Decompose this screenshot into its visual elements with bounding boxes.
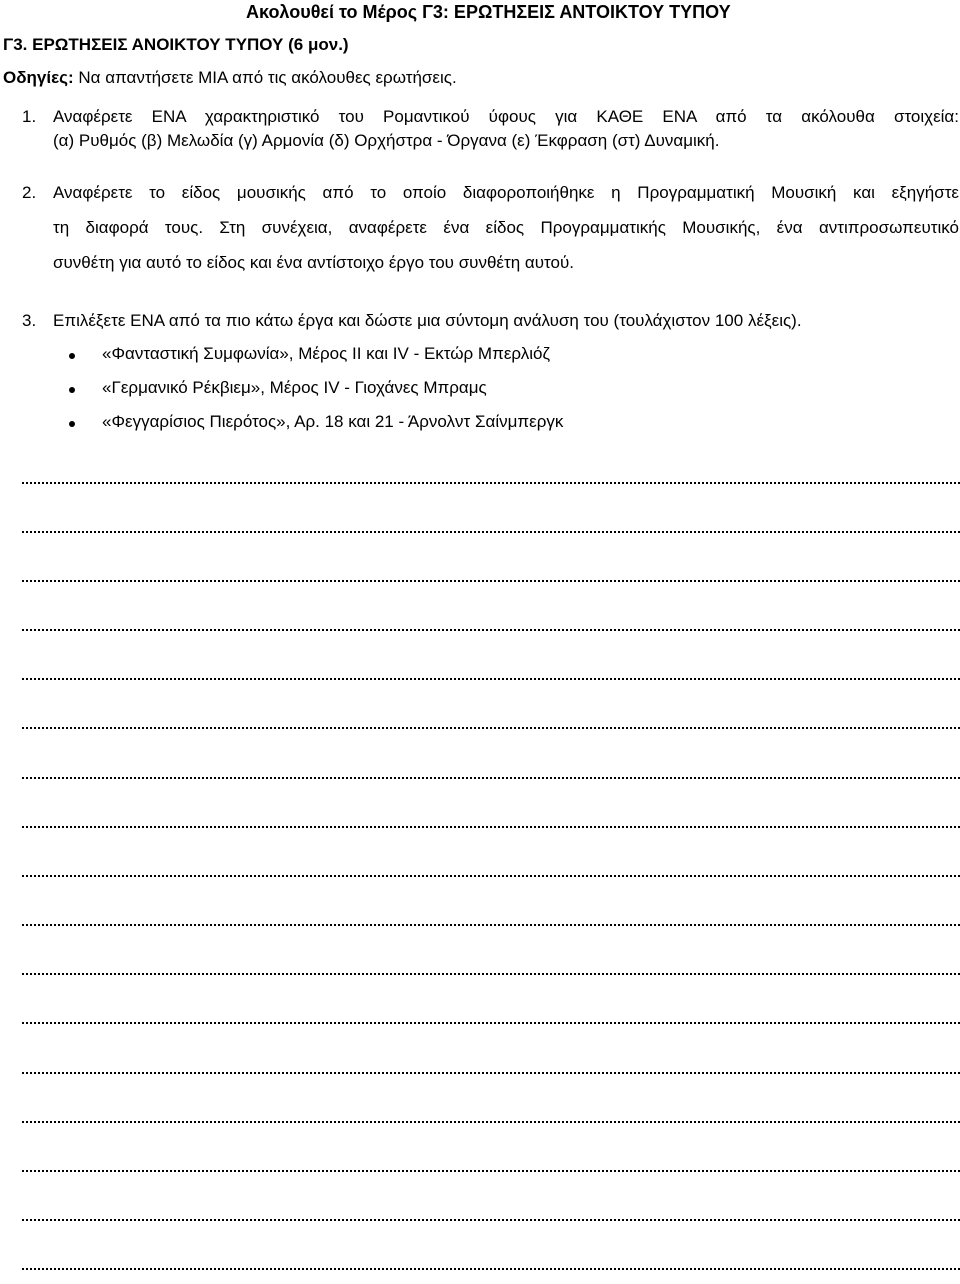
section-title: Γ3. ΕΡΩΤΗΣΕΙΣ ΑΝΟΙΚΤΟΥ ΤΥΠΟΥ (6 μον.) [3, 35, 349, 54]
question-1-line-1: Αναφέρετε ΕΝΑ χαρακτηριστικό του Ρομαντικού ύφους για ΚΑΘΕ ΕΝΑ από τα ακόλουθα στοιχεία: [53, 107, 959, 126]
answer-line[interactable] [22, 531, 960, 533]
question-2-number: 2. [22, 183, 37, 202]
answer-line[interactable] [22, 1219, 960, 1221]
question-3-line-1: Επιλέξετε ΕΝΑ από τα πιο κάτω έργα και δώστε μια σύντομη ανάλυση του (τουλάχιστον 100 λέξεις). [53, 311, 802, 330]
answer-line[interactable] [22, 629, 960, 631]
answer-line[interactable] [22, 826, 960, 828]
answer-line[interactable] [22, 777, 960, 779]
answer-line[interactable] [22, 1121, 960, 1123]
answer-line[interactable] [22, 1022, 960, 1024]
question-3-number: 3. [22, 311, 37, 330]
answer-line[interactable] [22, 875, 960, 877]
question-2-line-3: συνθέτη για αυτό το είδος και ένα αντίστοιχο έργο του συνθέτη αυτού. [53, 253, 574, 272]
answer-line[interactable] [22, 727, 960, 729]
answer-line[interactable] [22, 678, 960, 680]
question-1-line-2: (α) Ρυθμός (β) Μελωδία (γ) Αρμονία (δ) Ορχήστρα - Όργανα (ε) Έκφραση (στ) Δυναμική. [53, 131, 720, 150]
answer-line[interactable] [22, 482, 960, 484]
answer-line[interactable] [22, 1072, 960, 1074]
question-2-line-2: τη διαφορά τους. Στη συνέχεια, αναφέρετε ένα είδος Προγραμματικής Μουσικής, ένα αντιπροσωπευτικό [53, 218, 959, 237]
continuation-heading: Ακολουθεί το Μέρος Γ3: ΕΡΩΤΗΣΕΙΣ ΑΝΤΟΙΚΤΟΥ ΤΥΠΟΥ [246, 2, 731, 22]
answer-line[interactable] [22, 1268, 960, 1270]
instructions [3, 68, 457, 88]
question-1-number: 1. [22, 107, 37, 126]
work-item-label: «Γερμανικό Ρέκβιεμ», Μέρος IV - Γιοχάνες Μπραμς [102, 378, 487, 397]
work-item-label: «Φεγγαρίσιος Πιερότος», Αρ. 18 και 21 - Άρνολντ Σαίνμπεργκ [102, 412, 564, 431]
instructions-label: Οδηγίες: [3, 68, 74, 87]
instructions-text: Να απαντήσετε ΜΙΑ από τις ακόλουθες ερωτήσεις. [73, 68, 457, 87]
answer-line[interactable] [22, 1170, 960, 1172]
bullet-icon [69, 353, 75, 359]
bullet-icon [69, 387, 75, 393]
answer-line[interactable] [22, 580, 960, 582]
question-2-line-1: Αναφέρετε το είδος μουσικής από το οποίο διαφοροποιήθηκε η Προγραμματική Μουσική και εξηγήστε [53, 183, 959, 202]
bullet-icon [69, 421, 75, 427]
answer-line[interactable] [22, 973, 960, 975]
work-item-label: «Φανταστική Συμφωνία», Μέρος ΙΙ και IV - Εκτώρ Μπερλιόζ [102, 344, 550, 363]
answer-line[interactable] [22, 924, 960, 926]
